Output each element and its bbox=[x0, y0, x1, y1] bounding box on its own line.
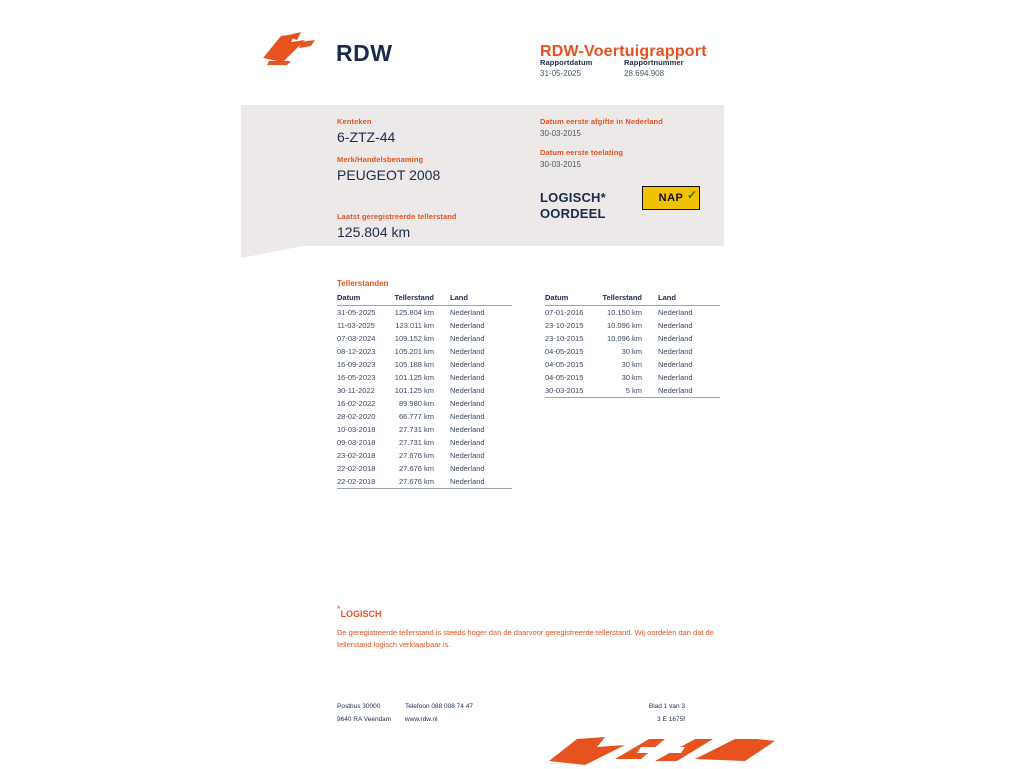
footer-page-number: Blad 1 van 3 bbox=[648, 703, 685, 710]
cell-date: 16-02-2022 bbox=[337, 399, 376, 408]
cell-country: Nederland bbox=[450, 412, 485, 421]
summary-left-column bbox=[337, 117, 517, 193]
odometer-table-left bbox=[337, 291, 512, 489]
cell-mileage: 5 km bbox=[595, 384, 650, 398]
cell-date: 04-05-2015 bbox=[545, 373, 584, 382]
table-row bbox=[545, 358, 720, 371]
cell-country: Nederland bbox=[450, 334, 485, 343]
cell-country: Nederland bbox=[450, 386, 485, 395]
kenteken-label: Kenteken bbox=[337, 117, 372, 126]
table-row bbox=[545, 332, 720, 345]
cell-country: Nederland bbox=[442, 475, 512, 489]
table-row bbox=[545, 384, 720, 398]
column-header-country: Land bbox=[442, 291, 512, 306]
cell-mileage: 101.125 km bbox=[394, 386, 434, 395]
table-row bbox=[337, 397, 512, 410]
table-row bbox=[337, 358, 512, 371]
cell-mileage: 89.980 km bbox=[398, 399, 434, 408]
first-issue-label: Datum eerste afgifte in Nederland bbox=[540, 117, 663, 126]
table-row bbox=[337, 475, 512, 489]
cell-country: Nederland bbox=[658, 360, 693, 369]
kenteken-value: 6-ZTZ-44 bbox=[337, 129, 396, 145]
cell-date: 28-02-2020 bbox=[337, 412, 376, 421]
cell-date: 09-03-2018 bbox=[337, 438, 376, 447]
cell-mileage: 30 km bbox=[621, 360, 642, 369]
table-row bbox=[337, 345, 512, 358]
footer-address-line2: 9640 RA Veendam bbox=[337, 716, 392, 723]
cell-mileage: 109.152 km bbox=[394, 334, 434, 343]
cell-mileage: 27.676 km bbox=[398, 464, 434, 473]
footer-website[interactable]: www.rdw.nl bbox=[405, 716, 438, 723]
cell-mileage: 10.150 km bbox=[606, 308, 642, 317]
table-row bbox=[337, 423, 512, 436]
cell-mileage: 125.804 km bbox=[394, 308, 434, 317]
cell-country: Nederland bbox=[650, 384, 720, 398]
footnote-star: * bbox=[337, 604, 341, 614]
cell-country: Nederland bbox=[450, 438, 485, 447]
cell-mileage: 27.731 km bbox=[398, 425, 434, 434]
merk-label: Merk/Handelsbenaming bbox=[337, 155, 424, 164]
latest-mileage-value: 125.804 km bbox=[337, 224, 411, 240]
table-row bbox=[337, 410, 512, 423]
table-row bbox=[337, 436, 512, 449]
check-icon: ✓ bbox=[686, 188, 697, 202]
table-row bbox=[545, 345, 720, 358]
table-row bbox=[337, 462, 512, 475]
cell-country: Nederland bbox=[450, 347, 485, 356]
table-header-row bbox=[337, 291, 512, 306]
cell-date: 22-02-2018 bbox=[337, 475, 387, 489]
latest-mileage bbox=[337, 212, 457, 250]
odometer-table-left-body bbox=[337, 306, 512, 489]
document-header bbox=[241, 18, 741, 88]
table-header-row bbox=[545, 291, 720, 306]
cell-date: 11-03-2025 bbox=[337, 321, 375, 330]
odometer-table-right bbox=[545, 291, 720, 398]
cell-date: 22-02-2018 bbox=[337, 464, 376, 473]
cell-country: Nederland bbox=[658, 373, 693, 382]
column-header-mileage: Tellerstand bbox=[387, 291, 442, 306]
meta-report-date-value: 31-05-2025 bbox=[540, 69, 581, 78]
column-header-date: Datum bbox=[545, 291, 595, 306]
footer-form-code: 3 E 1675f bbox=[657, 716, 685, 723]
first-admission-value: 30-03-2015 bbox=[540, 160, 581, 169]
cell-date: 10-03-2018 bbox=[337, 425, 376, 434]
report-meta bbox=[540, 58, 684, 78]
footer-row-2 bbox=[337, 716, 732, 723]
brand-title: RDW bbox=[336, 40, 393, 66]
table-row bbox=[545, 371, 720, 384]
footer-watermark-logo-icon bbox=[545, 735, 785, 769]
meta-report-number bbox=[624, 58, 684, 78]
footnote-title: LOGISCH bbox=[340, 609, 382, 619]
cell-mileage: 27.676 km bbox=[398, 451, 434, 460]
first-admission-label: Datum eerste toelating bbox=[540, 148, 624, 157]
cell-mileage: 105.201 km bbox=[394, 347, 434, 356]
cell-date: 23-10-2015 bbox=[545, 321, 584, 330]
footnote-body: De geregistreerde tellerstand is steeds hoger dan de daarvoor geregistreerde tellerstand. Wij oordelen dan dat de tellerstand logisch verklaarbaar is. bbox=[337, 628, 714, 649]
cell-country: Nederland bbox=[450, 451, 485, 460]
page-title: RDW-Voertuigrapport bbox=[540, 43, 707, 60]
odometer-table-right-body bbox=[545, 306, 720, 398]
summary-right-column bbox=[540, 117, 720, 179]
cell-mileage: 66.777 km bbox=[398, 412, 434, 421]
footer-phone: Telefoon 088 008 74 47 bbox=[405, 703, 473, 710]
table-row bbox=[337, 371, 512, 384]
cell-mileage: 105.188 km bbox=[394, 360, 434, 369]
cell-date: 04-05-2015 bbox=[545, 360, 584, 369]
table-row bbox=[337, 319, 512, 332]
verdict-line-2: OORDEEL bbox=[540, 206, 606, 222]
cell-country: Nederland bbox=[658, 334, 693, 343]
cell-date: 31-05-2025 bbox=[337, 308, 376, 317]
nap-badge-label: NAP bbox=[658, 191, 684, 204]
cell-country: Nederland bbox=[450, 360, 485, 369]
latest-mileage-label: Laatst geregistreerde tellerstand bbox=[337, 212, 457, 221]
cell-date: 16-09-2023 bbox=[337, 360, 376, 369]
footer-row-1 bbox=[337, 703, 732, 710]
cell-date: 23-10-2015 bbox=[545, 334, 584, 343]
cell-mileage: 27.731 km bbox=[398, 438, 434, 447]
cell-date: 07-03-2024 bbox=[337, 334, 376, 343]
cell-date: 30-11-2022 bbox=[337, 386, 375, 395]
table-row bbox=[337, 332, 512, 345]
table-row bbox=[337, 306, 512, 320]
meta-report-number-value: 28.694.908 bbox=[624, 69, 665, 78]
cell-mileage: 10.096 km bbox=[606, 334, 642, 343]
cell-date: 16-05-2023 bbox=[337, 373, 376, 382]
meta-report-date-label: Rapportdatum bbox=[540, 58, 593, 67]
meta-report-number-label: Rapportnummer bbox=[624, 58, 684, 67]
cell-country: Nederland bbox=[450, 373, 485, 382]
cell-date: 23-02-2018 bbox=[337, 451, 376, 460]
panel-notch bbox=[241, 246, 303, 258]
odometer-section-title: Tellerstanden bbox=[337, 279, 389, 288]
table-row bbox=[545, 319, 720, 332]
cell-mileage: 10.096 km bbox=[606, 321, 642, 330]
cell-country: Nederland bbox=[658, 321, 693, 330]
table-row bbox=[337, 449, 512, 462]
cell-country: Nederland bbox=[658, 347, 693, 356]
cell-date: 08-12-2023 bbox=[337, 347, 376, 356]
cell-country: Nederland bbox=[450, 425, 485, 434]
column-header-date: Datum bbox=[337, 291, 387, 306]
cell-country: Nederland bbox=[450, 308, 485, 317]
cell-date: 30-03-2015 bbox=[545, 384, 595, 398]
verdict-text bbox=[540, 190, 606, 223]
vehicle-summary-panel bbox=[241, 105, 724, 246]
table-row bbox=[337, 384, 512, 397]
cell-country: Nederland bbox=[450, 399, 485, 408]
nap-badge bbox=[642, 186, 700, 210]
cell-date: 04-05-2015 bbox=[545, 347, 584, 356]
footnote bbox=[337, 604, 732, 650]
cell-country: Nederland bbox=[450, 321, 485, 330]
cell-mileage: 101.125 km bbox=[394, 373, 434, 382]
cell-mileage: 30 km bbox=[621, 373, 642, 382]
first-issue-value: 30-03-2015 bbox=[540, 129, 581, 138]
table-row bbox=[545, 306, 720, 320]
cell-mileage: 30 km bbox=[621, 347, 642, 356]
document-footer bbox=[337, 703, 732, 729]
footnote-heading bbox=[337, 604, 732, 622]
cell-country: Nederland bbox=[658, 308, 693, 317]
rdw-logo-icon bbox=[261, 28, 323, 68]
column-header-country: Land bbox=[650, 291, 720, 306]
cell-date: 07-01-2016 bbox=[545, 308, 584, 317]
meta-report-date bbox=[540, 58, 600, 78]
cell-mileage: 123.011 km bbox=[395, 321, 434, 330]
cell-country: Nederland bbox=[450, 464, 485, 473]
merk-value: PEUGEOT 2008 bbox=[337, 167, 441, 183]
cell-mileage: 27.676 km bbox=[387, 475, 442, 489]
verdict-line-1: LOGISCH* bbox=[540, 190, 606, 205]
column-header-mileage: Tellerstand bbox=[595, 291, 650, 306]
footer-address-line1: Postbus 30000 bbox=[337, 703, 381, 710]
